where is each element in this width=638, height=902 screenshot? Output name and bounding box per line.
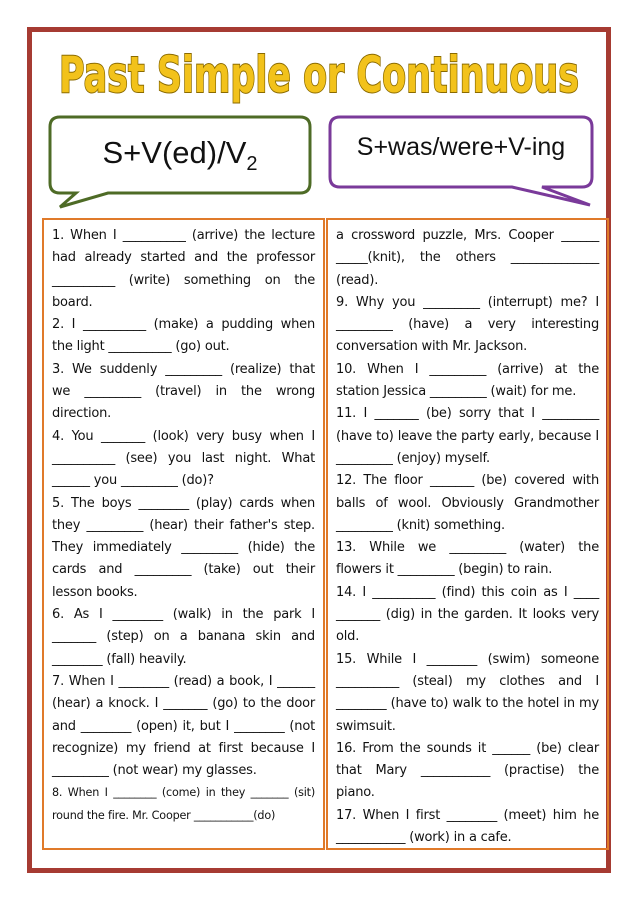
right-exercise-column: [326, 218, 609, 850]
page-title: [0, 40, 638, 110]
exercise-item: 8. When I ________ (come) in they _______ (sit) round the fire. Mr. Cooper ___________(do): [52, 786, 315, 822]
exercise-item: 14. I __________ (find) this coin as I ____ _______ (dig) in the garden. It looks very old.: [336, 584, 599, 645]
left-exercise-column: [42, 218, 325, 850]
right-speech-bubble: [326, 115, 596, 210]
exercise-item: 13. While we _________ (water) the flowers it _________ (begin) to rain.: [336, 540, 599, 578]
exercise-item: 9. Why you _________ (interrupt) me? I _________ (have) a very interesting conversation with Mr. Jackson.: [336, 294, 599, 355]
exercise-item: 10. When I _________ (arrive) at the station Jessica _________ (wait) for me.: [336, 361, 599, 400]
exercise-item: 1. When I __________ (arrive) the lecture had already started and the professor __________ (write) something on the board.: [52, 228, 315, 310]
exercise-item: 2. I __________ (make) a pudding when the light __________ (go) out.: [52, 317, 315, 355]
left-speech-bubble: [46, 115, 314, 210]
exercise-item: 12. The floor _______ (be) covered with balls of wool. Obviously Grandmother _________ (knit) something.: [336, 473, 599, 533]
exercise-item: 17. When I first ________ (meet) him he ___________ (work) in a cafe.: [336, 807, 599, 846]
past-simple-formula: [46, 135, 314, 176]
title-text: Past Simple or Continuous: [59, 46, 579, 104]
past-continuous-formula: S+was/were+V-ing: [356, 133, 566, 161]
formula-subscript: 2: [246, 153, 258, 176]
exercise-item: 11. I _______ (be) sorry that I _________ (have to) leave the party early, because I _________ (enjoy) myself.: [336, 406, 599, 466]
exercise-item: 4. You _______ (look) very busy when I __________ (see) you last night. What ______ you _________ (do)?: [52, 428, 315, 489]
formula-base: S+V(ed)/V: [102, 135, 247, 170]
exercise-item: 3. We suddenly _________ (realize) that we _________ (travel) in the wrong direction.: [52, 361, 315, 422]
exercise-item: 6. As I ________ (walk) in the park I _______ (step) on a banana skin and ________ (fall) heavily.: [52, 607, 315, 667]
exercise-item: a crossword puzzle, Mrs. Cooper ______ _____(knit), the others ______________ (read).: [336, 228, 599, 288]
exercise-item: 7. When I ________ (read) a book, I ______ (hear) a knock. I _______ (go) to the door and ________ (open) it, but I ________ (not recognize) my friend at first because I _________ (not wear) my glasses.: [52, 673, 315, 779]
exercise-item: 16. From the sounds it ______ (be) clear that Mary ___________ (practise) the piano.: [336, 740, 599, 801]
exercise-item: 15. While I ________ (swim) someone __________ (steal) my clothes and I ________ (have to) walk to the hotel in my swimsuit.: [336, 651, 599, 734]
exercise-item: 5. The boys ________ (play) cards when they _________ (hear) their father's step. They immediately _________ (hide) the cards and _________ (take) out their lesson books.: [52, 495, 315, 600]
